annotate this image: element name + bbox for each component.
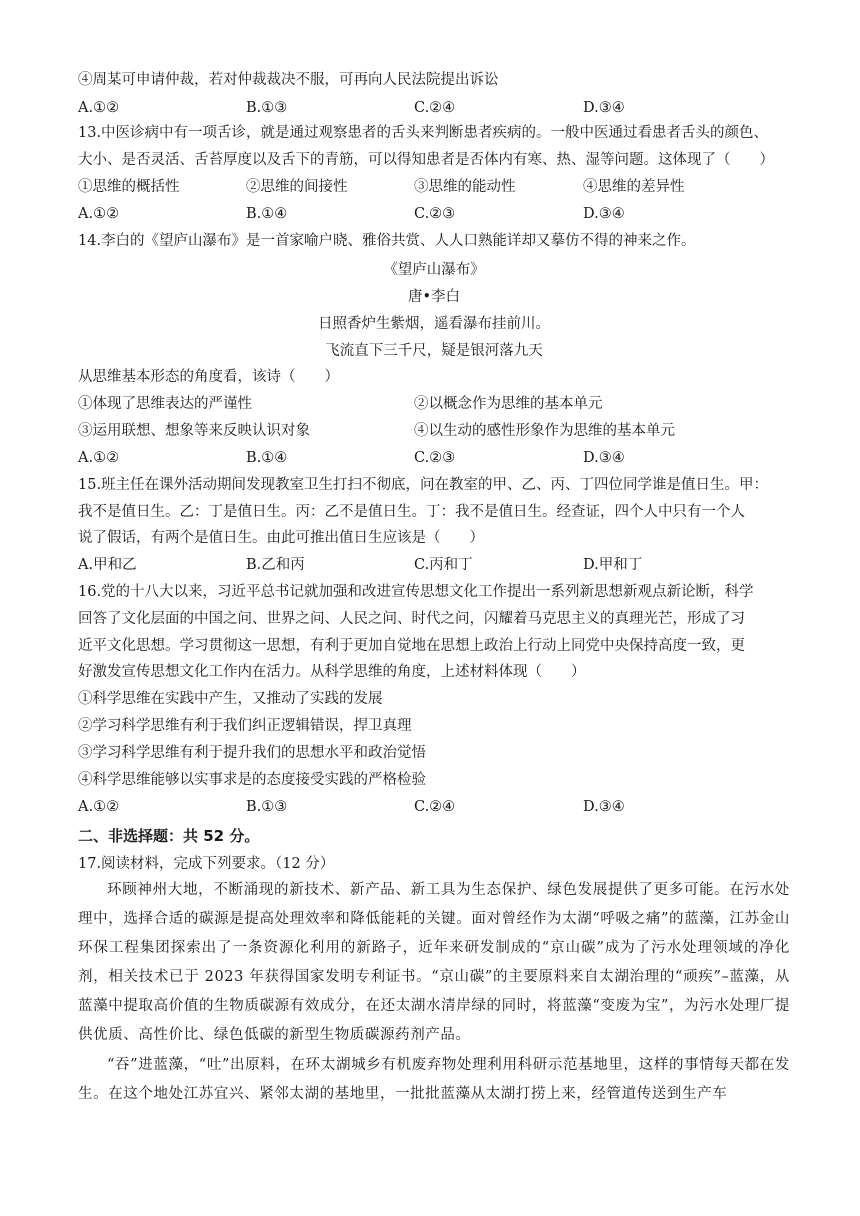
q17-stem: 17.阅读材料，完成下列要求。（12 分） [78, 856, 335, 872]
section-heading: 二、非选择题：共 52 分。 [78, 827, 260, 845]
q15-stem-line-3: 说了假话，有两个是值日生。由此可推出值日生应该是（ ） [78, 530, 484, 546]
q13-item-2: ②思维的间接性 [246, 179, 348, 195]
q13-option-d[interactable]: D.③④ [583, 206, 625, 222]
q14-item-4: ④以生动的感性形象作为思维的基本单元 [414, 423, 675, 439]
q16-stem-line-3: 近平文化思想。学习贯彻这一思想，有利于更加自觉地在思想上政治上行动上同党中央保持高度一致，更 [78, 638, 745, 654]
q12-options [78, 98, 790, 118]
q16-option-a[interactable]: A.①② [78, 799, 120, 815]
q16-stem-line-1: 16.党的十八大以来，习近平总书记就加强和改进宣传思想文化工作提出一系列新思想新观点新论断，科学 [78, 584, 754, 600]
q16-item-1: ①科学思维在实践中产生，又推动了实践的发展 [78, 691, 383, 707]
q14-option-b[interactable]: B.①④ [246, 450, 288, 466]
q14-items-row-1 [78, 394, 790, 414]
q15-option-a[interactable]: A.甲和乙 [78, 557, 137, 573]
q14-question: 从思维基本形态的角度看，该诗（ ） [78, 369, 339, 385]
poem-line-1: 日照香炉生紫烟，遥看瀑布挂前川。 [318, 316, 550, 332]
q14-item-1: ①体现了思维表达的严谨性 [78, 396, 252, 412]
q16-options [78, 797, 790, 817]
q16-stem-line-2: 回答了文化层面的中国之问、世界之问、人民之问、时代之问，闪耀着马克思主义的真理光芒，形成了习 [78, 611, 745, 627]
q14-option-c[interactable]: C.②③ [414, 450, 456, 466]
q12-option-c[interactable]: C.②④ [414, 100, 456, 116]
q15-option-d[interactable]: D.甲和丁 [583, 557, 643, 573]
q14-stem-line-1: 14.李白的《望庐山瀑布》是一首家喻户晓、雅俗共赏、人人口熟能详却又摹仿不得的神来之作。 [78, 233, 696, 249]
q15-option-c[interactable]: C.丙和丁 [414, 557, 473, 573]
q15-stem-line-2: 我不是值日生。乙：丁是值日生。丙：乙不是值日生。丁：我不是值日生。经查证，四个人中只有一个人 [78, 504, 745, 520]
q14-items-row-2 [78, 421, 790, 441]
q15-options [78, 555, 790, 575]
q14-item-3: ③运用联想、想象等来反映认识对象 [78, 423, 310, 439]
q16-option-c[interactable]: C.②④ [414, 799, 456, 815]
q16-item-4: ④科学思维能够以实事求是的态度接受实践的严格检验 [78, 772, 426, 788]
q17-material-paragraph-1 [78, 876, 790, 1052]
q13-item-3: ③思维的能动性 [414, 179, 516, 195]
q13-option-c[interactable]: C.②③ [414, 206, 456, 222]
poem-title: 《望庐山瀑布》 [383, 262, 485, 278]
q13-stem-line-2: 大小、是否灵活、舌苔厚度以及舌下的青筋，可以得知患者是否体内有寒、热、湿等问题。这体现了（ ） [78, 152, 774, 168]
q15-stem-line-1: 15.班主任在课外活动期间发现教室卫生打扫不彻底，问在教室的甲、乙、丙、丁四位同学谁是值日生。甲： [78, 477, 769, 493]
q14-options [78, 448, 790, 468]
q16-item-3: ③学习科学思维有利于提升我们的思想水平和政治觉悟 [78, 745, 426, 761]
q16-option-b[interactable]: B.①③ [246, 799, 288, 815]
q14-option-d[interactable]: D.③④ [583, 450, 625, 466]
q12-item-4: ④周某可申请仲裁，若对仲裁裁决不服，可再向人民法院提出诉讼 [78, 72, 499, 88]
q14-item-2: ②以概念作为思维的基本单元 [414, 396, 603, 412]
q17-material-text-2: “吞”进蓝藻，“吐”出原料，在环太湖城乡有机废弃物处理利用科研示范基地里，这样的事情每天都在发生。在这个地处江苏宜兴、紧邻太湖的基地里，一批批蓝藻从太湖打捞上来，经管道传送到生产车 [78, 1057, 790, 1102]
q13-options [78, 204, 790, 224]
q13-option-a[interactable]: A.①② [78, 206, 120, 222]
q17-material-text-1: 环顾神州大地，不断涌现的新技术、新产品、新工具为生态保护、绿色发展提供了更多可能。在污水处理中，选择合适的碳源是提高处理效率和降低能耗的关键。面对曾经作为太湖“呼吸之痛”的蓝藻，江苏金山环保工程集团探索出了一条资源化利用的新路子，近年来研发制成的“京山碳”成为了污水处理领域的净化剂，相关技术已于 2023 年获得国家发明专利证书。“京山碳”的主要原料来自太湖治理的“顽疾”–蓝藻，从蓝藻中提取高价值的生物质碳源有效成分，在还太湖水清岸绿的同时，将蓝藻“变废为宝”，为污水处理厂提供优质、高性价比、绿色低碳的新型生物质碳源药剂产品。 [78, 882, 790, 1043]
q13-items [78, 177, 790, 197]
q12-option-b[interactable]: B.①③ [246, 100, 288, 116]
q12-option-d[interactable]: D.③④ [583, 100, 625, 116]
poem-line-2: 飞流直下三千尺，疑是银河落九天 [325, 343, 543, 359]
poem-author: 唐•李白 [407, 289, 461, 305]
q14-option-a[interactable]: A.①② [78, 450, 120, 466]
q13-item-4: ④思维的差异性 [583, 179, 685, 195]
q13-item-1: ①思维的概括性 [78, 179, 180, 195]
q13-option-b[interactable]: B.①④ [246, 206, 288, 222]
q13-stem-line-1: 13.中医诊病中有一项舌诊，就是通过观察患者的舌头来判断患者疾病的。一般中医通过看患者舌头的颜色、 [78, 125, 769, 141]
q16-option-d[interactable]: D.③④ [583, 799, 625, 815]
q12-option-a[interactable]: A.①② [78, 100, 120, 116]
q15-option-b[interactable]: B.乙和丙 [246, 557, 305, 573]
q16-item-2: ②学习科学思维有利于我们纠正逻辑错误，捍卫真理 [78, 718, 412, 734]
q17-material-paragraph-2 [78, 1051, 790, 1139]
q16-stem-line-4: 好激发宣传思想文化工作内在活力。从科学思维的角度，上述材料体现（ ） [78, 664, 586, 680]
